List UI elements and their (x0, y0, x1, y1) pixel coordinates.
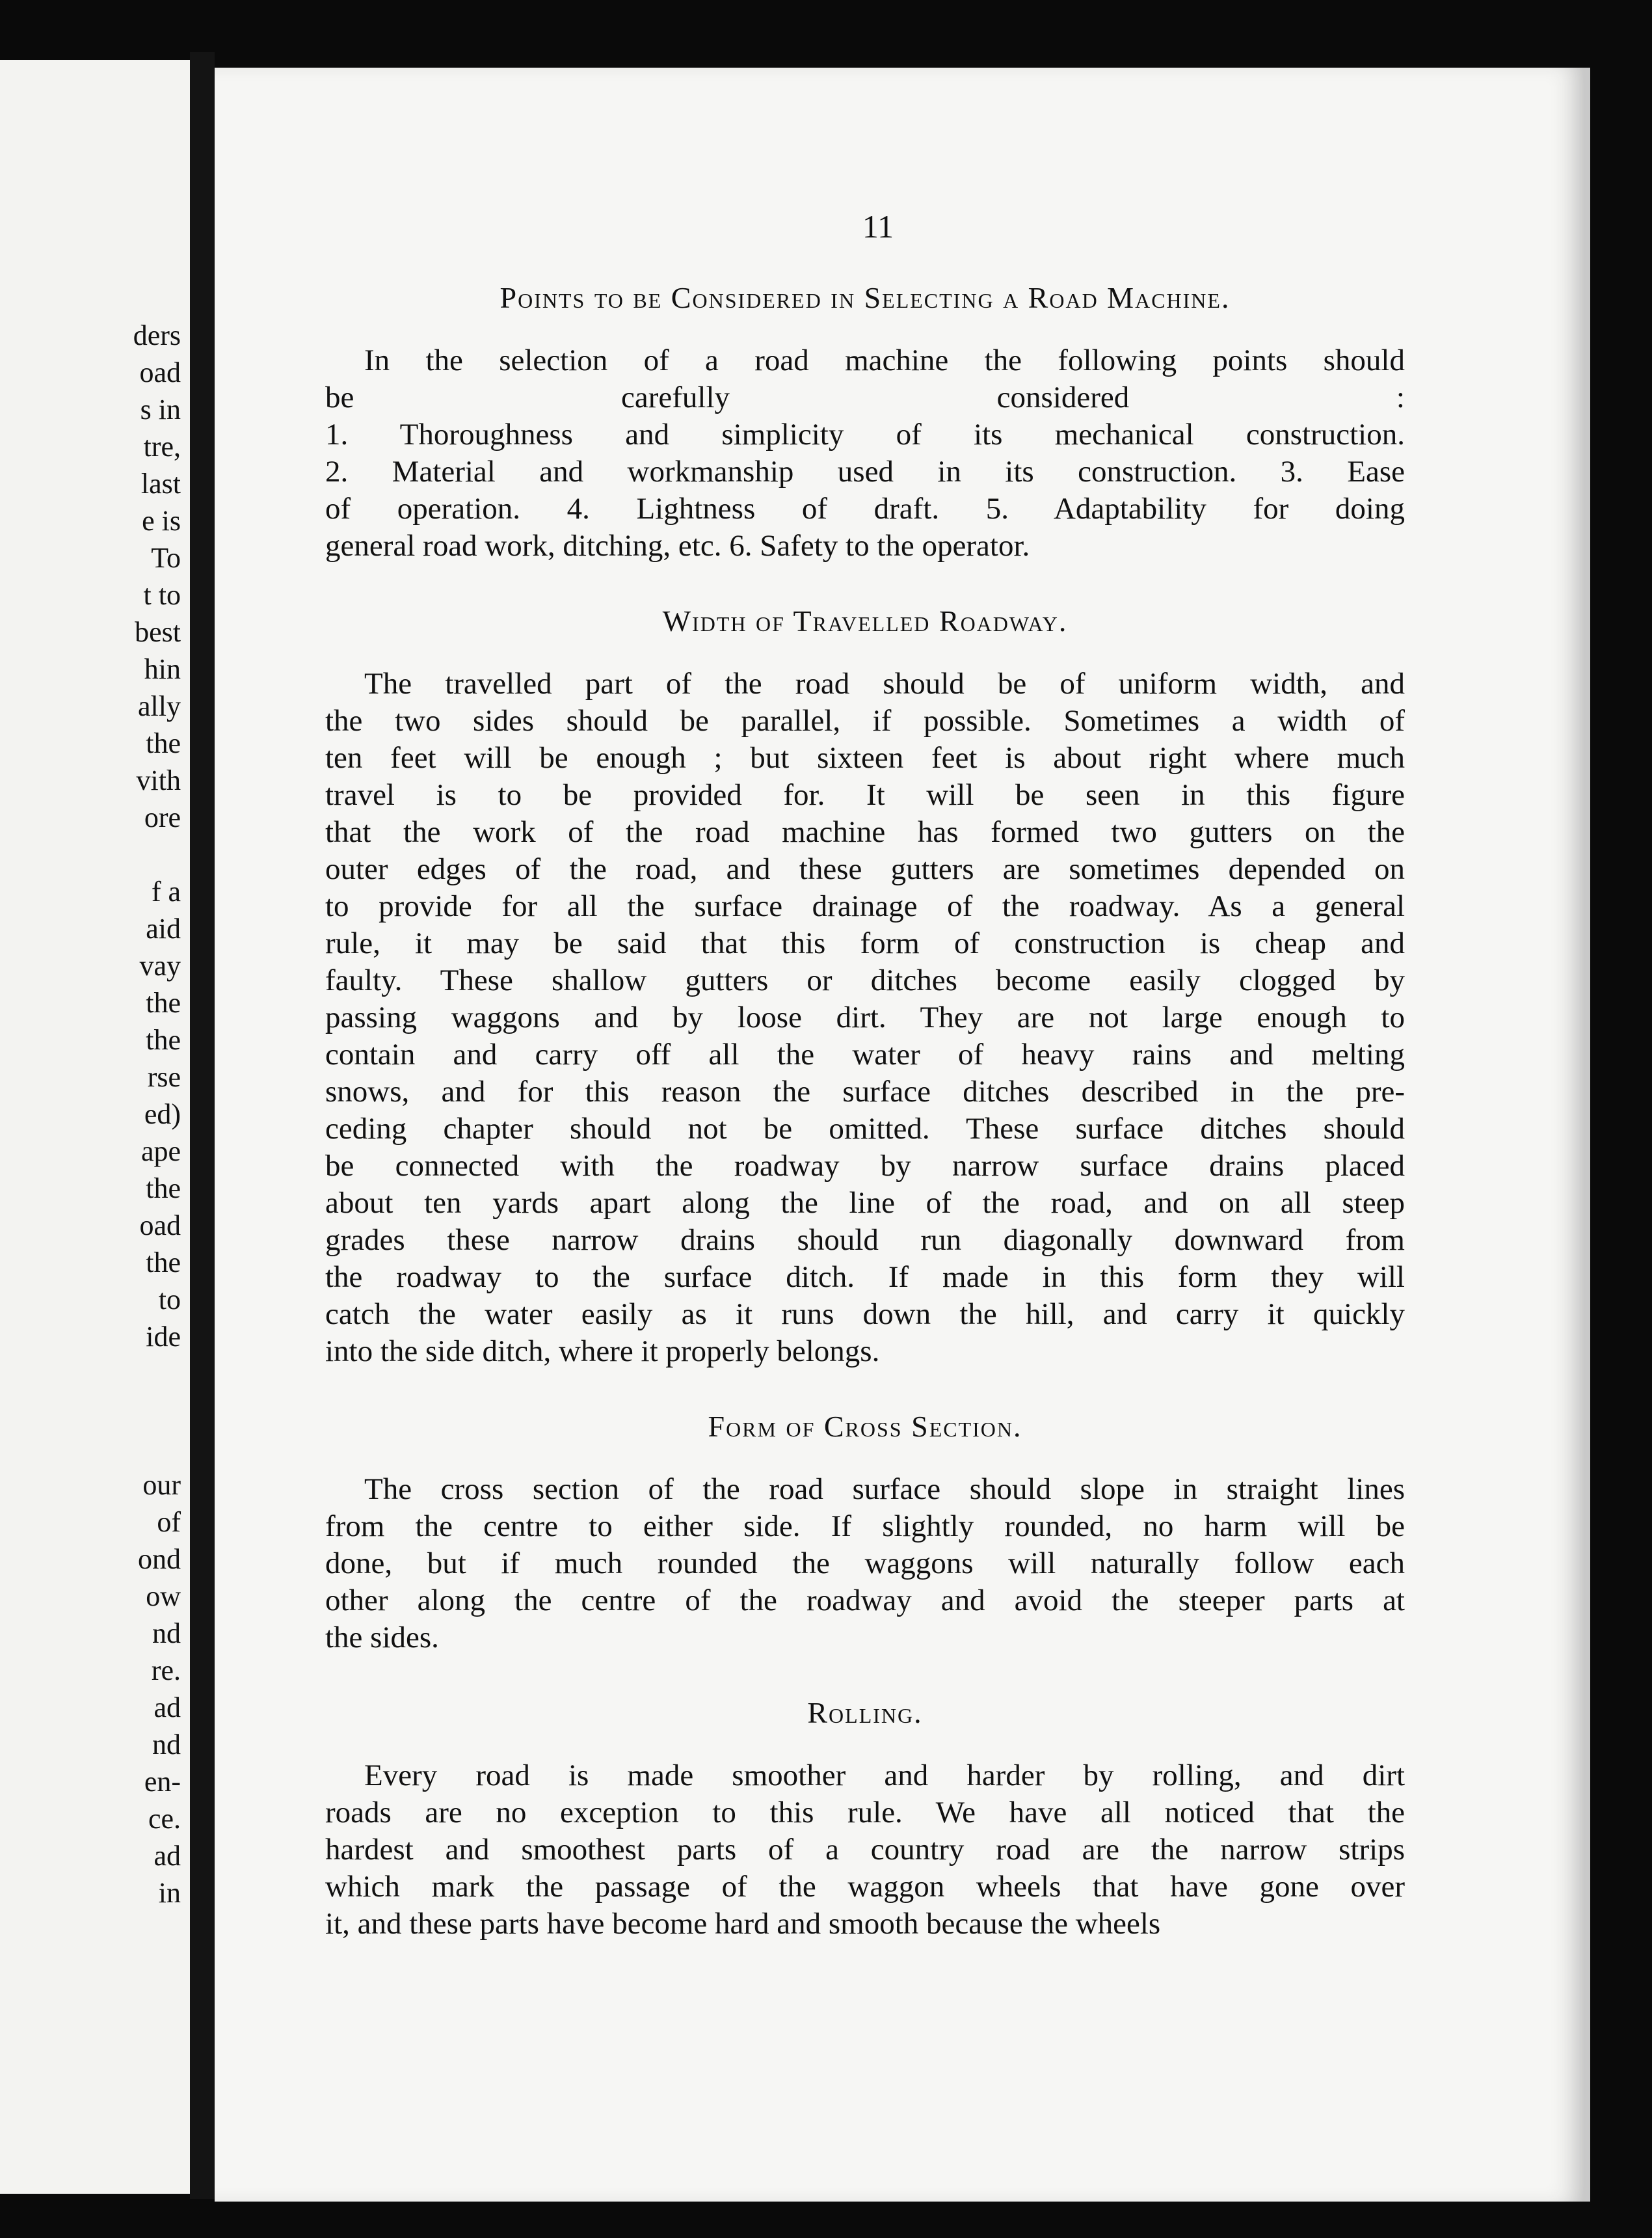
left-page-fragment: tre, (143, 431, 181, 463)
section-paragraph (325, 1757, 1405, 1943)
text-line: general road work, ditching, etc. 6. Safety to the operator. (325, 529, 1030, 563)
text-line: snows, and for this reason the surface ditches described in the pre- (325, 1075, 1405, 1109)
left-page-fragment: ally (138, 690, 181, 722)
text-line: it, and these parts have become hard and smooth because the wheels (325, 1907, 1161, 1941)
left-page-fragment (5, 836, 181, 873)
left-page-fragment (5, 1355, 181, 1392)
text-line: the roadway to the surface ditch. If made in this form they will (325, 1260, 1405, 1294)
text-line: travel is to be provided for. It will be seen in this figure (325, 778, 1405, 812)
left-page-fragment: To (151, 542, 181, 574)
text-line: the sides. (325, 1621, 439, 1654)
section-paragraph (325, 1471, 1405, 1656)
left-page-fragment: aid (146, 913, 181, 945)
left-page-fragment: of (157, 1506, 181, 1538)
text-line: contain and carry off all the water of heavy rains and melting (325, 1038, 1405, 1072)
text-line: 2. Material and workmanship used in its construction. 3. Ease (325, 455, 1405, 489)
text-line: be carefully considered : (325, 381, 1405, 414)
left-page-fragment: ad (153, 1692, 181, 1723)
left-page-fragment: last (140, 468, 181, 500)
left-page-fragment: ide (146, 1321, 181, 1353)
text-line: outer edges of the road, and these gutters are sometimes depended on (325, 852, 1405, 886)
left-page-fragment: ad (153, 1840, 181, 1872)
left-page-fragment: ond (138, 1543, 181, 1575)
left-page-fragment: hin (144, 653, 181, 685)
page-edge-shadow (1584, 68, 1590, 2202)
section-paragraph (325, 666, 1405, 1370)
left-page-fragment: ce. (148, 1803, 181, 1835)
left-page-fragment: ape (140, 1135, 181, 1167)
left-page-fragment: the (146, 987, 181, 1019)
left-page-fragment: ders (133, 319, 181, 351)
left-page-fragment (5, 1429, 181, 1466)
left-page-fragment: ed) (144, 1098, 181, 1130)
left-page-fragment: the (146, 727, 181, 759)
left-page-text-fragments (5, 317, 181, 1911)
left-page-fragment: nd (152, 1617, 181, 1649)
left-page-fragment: f a (151, 876, 181, 908)
left-page-fragment: the (146, 1247, 181, 1278)
left-page-fragment: t to (143, 579, 181, 611)
text-line: which mark the passage of the waggon wheels that have gone over (325, 1870, 1405, 1904)
text-line: be connected with the roadway by narrow surface drains placed (325, 1149, 1405, 1183)
section-heading: Points to be Considered in Selecting a Road Machine. (500, 281, 1231, 314)
sections-container (325, 279, 1405, 1943)
left-page-fragment: ore (144, 802, 181, 833)
left-page-fragment: best (135, 616, 181, 648)
text-line: the two sides should be parallel, if possible. Sometimes a width of (325, 704, 1405, 738)
left-page-fragment: ow (146, 1580, 181, 1612)
text-line: rule, it may be said that this form of construction is cheap and (325, 926, 1405, 960)
page-text (325, 208, 1405, 1980)
left-page-fragment: in (158, 1877, 181, 1909)
text-line: faulty. These shallow gutters or ditches become easily clogged by (325, 964, 1405, 997)
left-page-fragment: vith (136, 764, 181, 796)
left-page-fragment: our (142, 1469, 181, 1501)
section-heading: Rolling. (807, 1696, 923, 1729)
text-line: about ten yards apart along the line of the road, and on all steep (325, 1186, 1405, 1220)
text-line: passing waggons and by loose dirt. They are not large enough to (325, 1001, 1405, 1034)
left-page-fragment: the (146, 1172, 181, 1204)
text-line: into the side ditch, where it properly belongs. (325, 1334, 880, 1368)
left-page-fragment (5, 1392, 181, 1429)
text-line: The travelled part of the road should be of uniform width, and (364, 667, 1405, 701)
page-number: 11 (862, 208, 894, 245)
text-line: hardest and smoothest parts of a country road are the narrow strips (325, 1833, 1405, 1867)
left-facing-page (0, 60, 190, 2194)
section-heading: Width of Travelled Roadway. (662, 604, 1068, 638)
left-page-fragment: to (158, 1284, 181, 1315)
text-line: done, but if much rounded the waggons will naturally follow each (325, 1546, 1405, 1580)
text-line: ten feet will be enough ; but sixteen feet is about right where much (325, 741, 1405, 775)
text-line: that the work of the road machine has formed two gutters on the (325, 815, 1405, 849)
left-page-fragment: en- (144, 1766, 181, 1798)
left-page-fragment: nd (152, 1729, 181, 1760)
text-line: of operation. 4. Lightness of draft. 5. Adaptability for doing (325, 492, 1405, 526)
text-line: In the selection of a road machine the following points should (364, 344, 1405, 377)
section-paragraph (325, 342, 1405, 565)
text-line: catch the water easily as it runs down the hill, and carry it quickly (325, 1297, 1405, 1331)
text-line: other along the centre of the roadway and avoid the steeper parts at (325, 1584, 1405, 1617)
text-line: grades these narrow drains should run diagonally downward from (325, 1223, 1405, 1257)
left-page-fragment: the (146, 1024, 181, 1056)
text-line: 1. Thoroughness and simplicity of its mechanical construction. (325, 418, 1405, 452)
left-page-fragment: vay (139, 950, 181, 982)
text-line: from the centre to either side. If slightly rounded, no harm will be (325, 1509, 1405, 1543)
section-heading: Form of Cross Section. (708, 1410, 1022, 1443)
left-page-fragment: oad (139, 357, 181, 388)
left-page-fragment: re. (151, 1654, 181, 1686)
left-page-fragment: e is (142, 505, 181, 537)
left-page-fragment: s in (140, 394, 181, 425)
text-line: The cross section of the road surface should slope in straight lines (364, 1472, 1405, 1506)
text-line: roads are no exception to this rule. We have all noticed that the (325, 1796, 1405, 1829)
text-line: to provide for all the surface drainage of the roadway. As a general (325, 889, 1405, 923)
text-line: Every road is made smoother and harder by rolling, and dirt (364, 1759, 1405, 1792)
left-page-fragment: rse (147, 1061, 181, 1093)
book-gutter (190, 52, 215, 2199)
left-page-fragment: oad (139, 1209, 181, 1241)
text-line: ceding chapter should not be omitted. These surface ditches should (325, 1112, 1405, 1146)
